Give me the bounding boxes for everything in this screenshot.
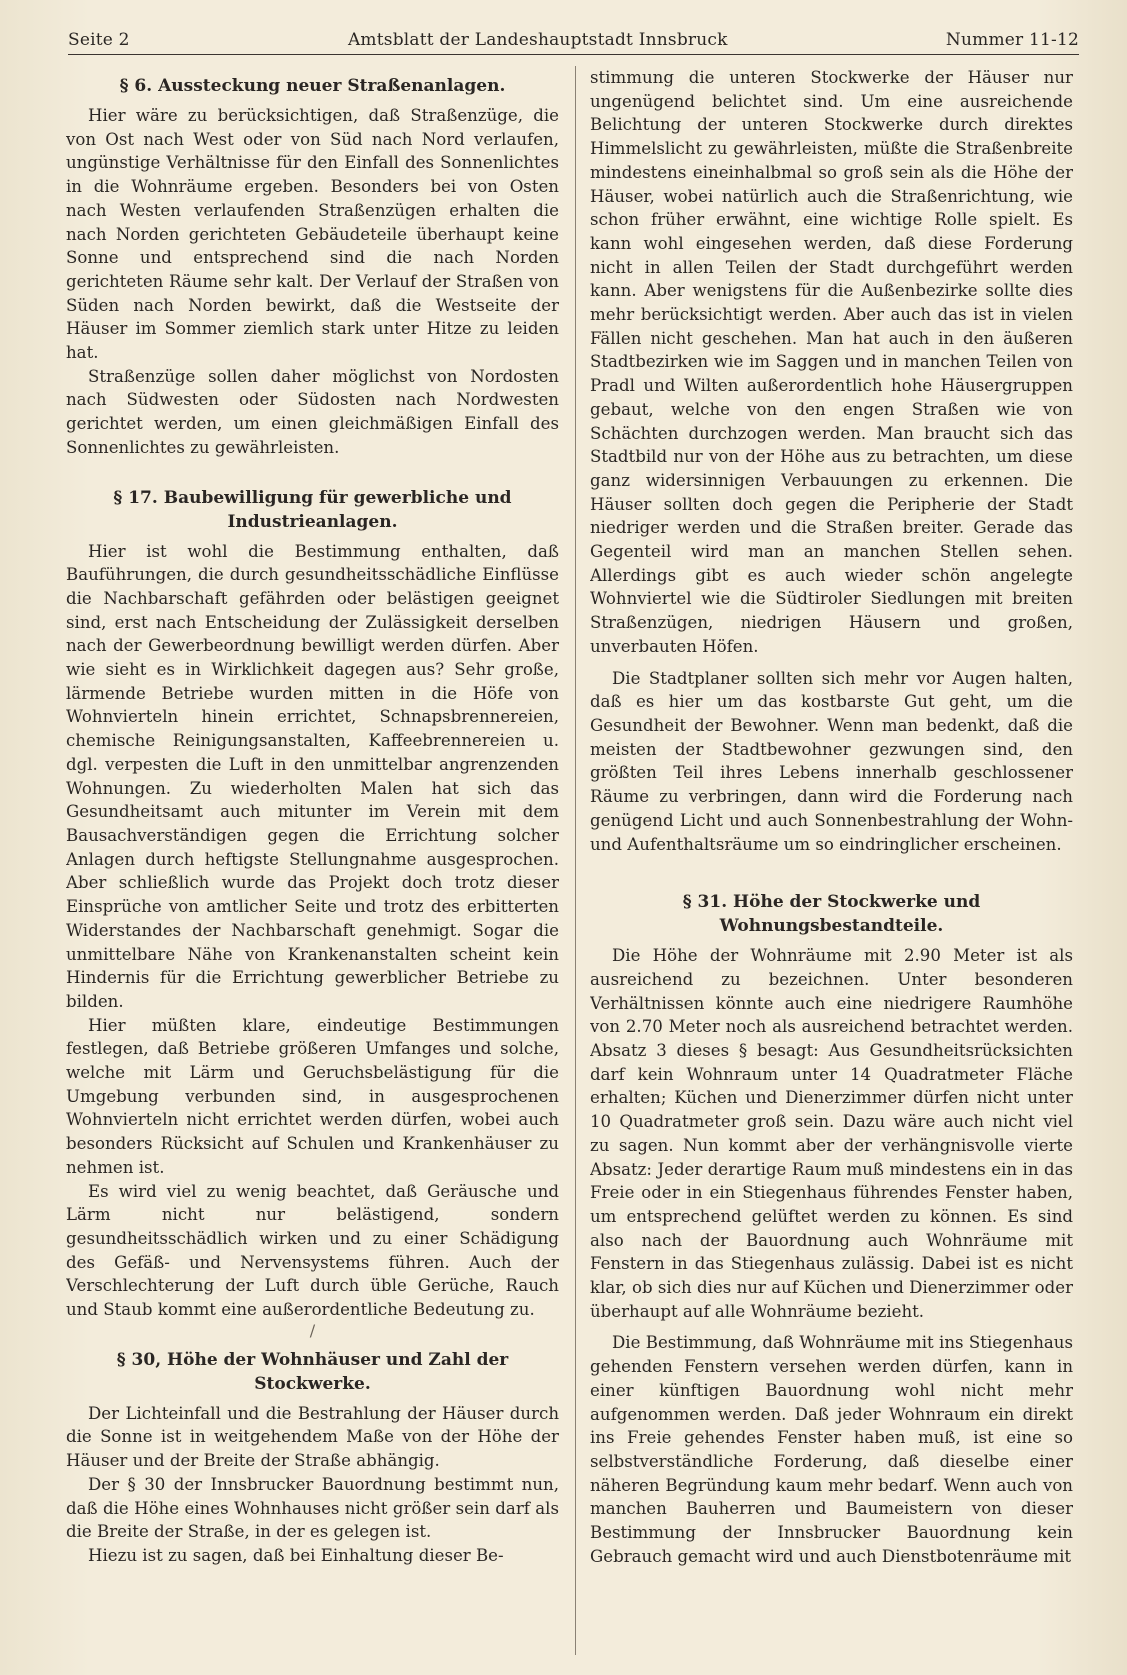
header-rule	[68, 54, 1079, 55]
section-6-paragraph-1: Hier wäre zu berücksichtigen, daß Straßenzüge, die von Ost nach West oder von Süd nach Nord verlaufen, ungünstige Verhältnisse für den Einfall des Sonnenlichtes in die Wohnräume ergeben. Besonders bei von Osten nach Westen verlaufenden Straßenzügen erhalten die nach Norden gerichteten Gebäudeteile überhaupt keine Sonne und entsprechend sind die nach Norden gerichteten Räume sehr kalt. Der Verlauf der Straßen von Süden nach Norden bewirkt, daß die Westseite der Häuser im Sommer ziemlich stark unter Hitze zu leiden hat.	[66, 106, 559, 363]
column-divider	[575, 66, 576, 1655]
section-17-paragraph-2: Hier müßten klare, eindeutige Bestimmungen festlegen, daß Betriebe größeren Umfanges und solche, welche mit Lärm und Geruchsbelästigung für die Umgebung verbunden sind, in ausgesprochenen Wohnvierteln nicht errichtet werden dürfen, wobei auch besonders Rücksicht auf Schulen und Krankenhäuser zu nehmen ist.	[66, 1015, 559, 1177]
section-heading-17: § 17. Baubewilligung für gewerbliche und Industrieanlagen.	[113, 487, 512, 532]
section-31-paragraph-1: Die Höhe der Wohnräume mit 2.90 Meter ist als ausreichend zu bezeichnen. Unter besonderen Verhältnissen könnte auch eine niedrigere Raumhöhe von 2.70 Meter noch als ausreichend betrachtet werden. Absatz 3 dieses § besagt: Aus Gesundheitsrücksichten darf kein Wohnraum unter 14 Quadratmeter Fläche erhalten; Küchen und Dienerzimmer dürfen nicht unter 10 Quadratmeter groß sein. Dazu wäre auch nicht viel zu sagen. Nun kommt aber der verhängnisvolle vierte Absatz: Jeder derartige Raum muß mindestens ein in das Freie oder in ein Stiegenhaus führendes Fenster haben, um entsprechend gelüftet werden zu können. Es sind also nach der Bauordnung auch Wohnräume mit Fenstern in das Stiegenhaus zulässig. Dabei ist es nicht klar, ob sich dies nur auf Küchen und Dienerzimmer oder überhaupt auf alle Wohnräume bezieht.	[590, 946, 1073, 1321]
section-30-paragraph-4: Die Stadtplaner sollten sich mehr vor Augen halten, daß es hier um das kostbarste Gut geht, um die Gesundheit der Bewohner. Wenn man bedenkt, daß die meisten der Stadtbewohner gezwungen sind, den größten Teil ihres Lebens innerhalb geschlossener Räume zu verbringen, dann wird die Forderung nach genügend Licht und auch Sonnenbestrahlung der Wohn- und Aufenthaltsräume um so eindringlicher erscheinen.	[590, 668, 1073, 854]
section-17-paragraph-3: Es wird viel zu wenig beachtet, daß Geräusche und Lärm nicht nur belästigend, sondern gesundheitsschädlich wirken und zu einer Schädigung des Gefäß- und Nervensystems führen. Auch der Verschlechterung der Luft durch üble Gerüche, Rauch und Staub kommt eine außerordentliche Bedeutung zu.	[66, 1181, 559, 1320]
section-heading-6: § 6. Aussteckung neuer Straßenanlagen.	[119, 76, 506, 96]
pencil-mark-icon: /	[309, 1320, 316, 1340]
right-column	[590, 66, 1073, 1657]
page-header	[68, 24, 1079, 56]
section-31-paragraph-2: Die Bestimmung, daß Wohnräume mit ins Stiegenhaus gehenden Fenstern versehen werden dürfen, kann in einer künftigen Bauordnung wohl nicht mehr aufgenommen werden. Daß jeder Wohnraum ein direkt ins Freie gehendes Fenster haben muß, ist eine so selbstverständliche Forderung, daß dieselbe einer näheren Begründung kaum mehr bedarf. Wenn auch von manchen Bauherren und Baumeistern von dieser Bestimmung der Innsbrucker Bauordnung kein Gebrauch gemacht wird und auch Dienstbotenräume mit	[590, 1333, 1073, 1566]
section-30-paragraph-2: Der § 30 der Innsbrucker Bauordnung bestimmt nun, daß die Höhe eines Wohnhauses nicht größer sein darf als die Breite der Straße, in der es gelegen ist.	[66, 1474, 559, 1542]
issue-number: Nummer 11-12	[945, 30, 1079, 50]
section-17-paragraph-1: Hier ist wohl die Bestimmung enthalten, daß Bauführungen, die durch gesundheitsschädliche Einflüsse die Nachbarschaft gefährden oder belästigen geeignet sind, erst nach Entscheidung der Zulässigkeit derselben nach der Gewerbeordnung bewilligt werden dürfen. Aber wie sieht es in Wirklichkeit dagegen aus? Sehr große, lärmende Betriebe wurden mitten in die Höfe von Wohnvierteln hinein errichtet, Schnapsbrennereien, chemische Reinigungsanstalten, Kaffeebrennereien u. dgl. verpesten die Luft in den unmittelbar angrenzenden Wohnungen. Zu wiederholten Malen hat sich das Gesundheitsamt auch mitunter im Verein mit dem Bausachverständigen gegen die Errichtung solcher Anlagen durch heftigste Stellungnahme ausgesprochen. Aber schließlich wurde das Projekt doch trotz dieser Einsprüche von amtlicher Seite und trotz des erbitterten Widerstandes der Nachbarschaft genehmigt. Sogar die unmittelbare Nähe von Krankenanstalten scheint kein Hindernis für die Errichtung gewerblicher Betriebe zu bilden.	[66, 541, 559, 1011]
section-heading-31: § 31. Höhe der Stockwerke und Wohnungsbestandteile.	[682, 892, 981, 937]
page-number: Seite 2	[68, 30, 130, 50]
section-heading-30: § 30, Höhe der Wohnhäuser und Zahl der Stockwerke.	[116, 1349, 509, 1394]
section-30-continuation: stimmung die unteren Stockwerke der Häuser nur ungenügend belichtet sind. Um eine ausreichende Belichtung der unteren Stockwerke durch direktes Himmelslicht zu gewährleisten, müßte die Straßenbreite mindestens eineinhalbmal so groß sein als die Höhe der Häuser, wobei natürlich auch die Straßenrichtung, wie schon früher erwähnt, eine wichtige Rolle spielt. Es kann wohl eingesehen werden, daß diese Forderung nicht in allen Teilen der Stadt durchgeführt werden kann. Aber wenigstens für die Außenbezirke sollte dies mehr berücksichtigt werden. Aber auch das ist in vielen Fällen nicht geschehen. Man hat auch in den äußeren Stadtbezirken wie im Saggen und in manchen Teilen von Pradl und Wilten außerordentlich hohe Häusergruppen gebaut, welche von den engen Straßen wie von Schächten durchzogen werden. Man braucht sich das Stadtbild nur von der Höhe aus zu betrachten, um diese ganz widersinnigen Verbauungen zu erkennen. Die Häuser sollten doch gegen die Peripherie der Stadt niedriger werden und die Straßen breiter. Gerade das Gegenteil wird man an manchen Stellen sehen. Allerdings gibt es auch wieder schön angelegte Wohnviertel wie die Südtiroler Siedlungen mit breiten Straßenzügen, niedrigen Häusern und großen, unverbauten Höfen.	[590, 68, 1073, 656]
section-6-paragraph-2: Straßenzüge sollen daher möglichst von Nordosten nach Südwesten oder Südosten nach Nordwesten gerichtet werden, um einen gleichmäßigen Einfall des Sonnenlichtes zu gewährleisten.	[66, 366, 559, 457]
section-30-paragraph-1: Der Lichteinfall und die Bestrahlung der Häuser durch die Sonne ist in weitgehendem Maße von der Höhe der Häuser und der Breite der Straße abhängig.	[66, 1403, 559, 1471]
section-30-paragraph-3: Hiezu ist zu sagen, daß bei Einhaltung dieser Be-	[88, 1545, 504, 1565]
left-column	[66, 66, 559, 1657]
publication-title: Amtsblatt der Landeshauptstadt Innsbruck	[347, 30, 728, 50]
